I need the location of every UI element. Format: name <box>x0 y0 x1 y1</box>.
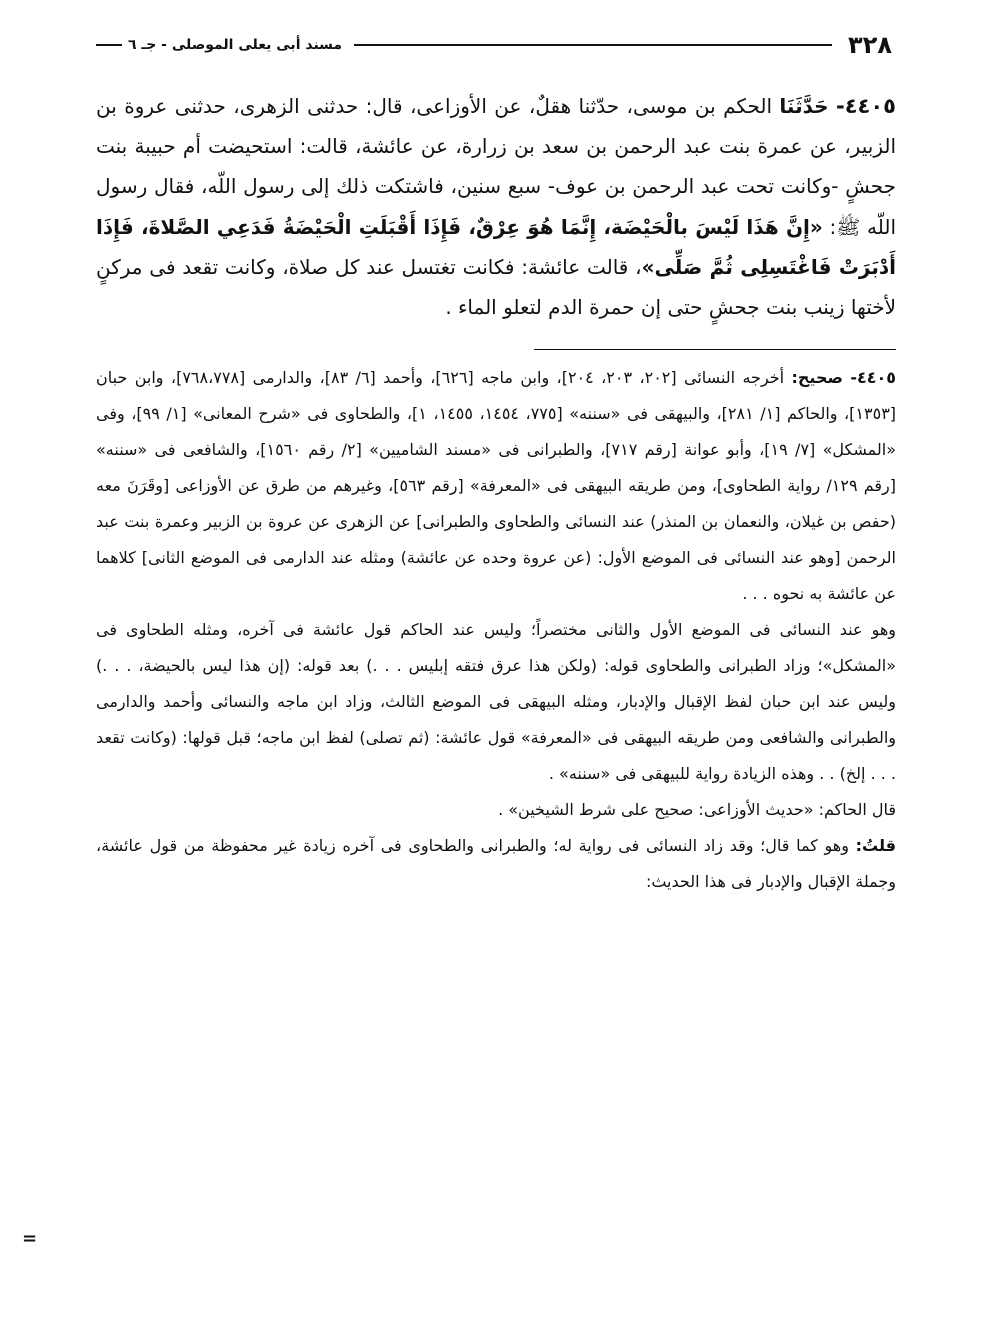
footnote-paragraph-4 <box>96 828 896 900</box>
footnotes <box>96 360 896 900</box>
continuation-mark: = <box>22 1228 38 1249</box>
header-dash <box>96 44 122 46</box>
page-number: ٣٢٨ <box>848 31 892 59</box>
qultu-label: قلتُ: <box>855 836 896 856</box>
footnote-paragraph-3: قال الحاكم: «حديث الأوزاعى: صحيح على شرط الشيخين» . <box>498 800 896 820</box>
running-header <box>96 30 896 60</box>
footnote-takhrij-text: أخرجه النسائى [٢٠٢، ٢٠٣، ٢٠٤]، وابن ماجه [٦٢٦]، وأحمد [٦/ ٨٣]، والدارمى [٧٦٨،٧٧٨]، وابن حبان [١٣٥٣]، والحاكم [١/ ٢٨١]، والبيهقى فى «سننه» [٧٧٥، ١٤٥٤، ١٤٥٥، ١]، والطحاوى فى «شرح المعانى» [١/ ٩٩]، وفى «المشكل» [٧/ ١٩]، وأبو عوانة [رقم ٧١٧]، والطبرانى فى «مسند الشاميين» [٢/ رقم ١٥٦٠]، والشافعى فى «سننه» [رقم ١٢٩/ رواية الطحاوى]، ومن طريقه البيهقى فى «المعرفة» [رقم ٥٦٣]، وغيرهم من طرق عن الأوزاعى [وقَرَنَ معه (حفص بن غيلان، والنعمان بن المنذر) عند النسائى والطحاوى والطبرانى] عن الزهرى عن عروة بن الزبير وعمرة بنت عبد الرحمن [وهو عند النسائى فى الموضع الأول: (عن عروة وحده عن عائشة) ومثله عند الدارمى فى الموضع الثانى] كلاهما عن عائشة به نحوه . . . <box>96 368 897 604</box>
footnote-paragraph-2: وهو عند النسائى فى الموضع الأول والثانى مختصراً؛ وليس عند الحاكم قول عائشة فى آخره، ومثله الطحاوى فى «المشكل»؛ وزاد الطبرانى والطحاوى قوله: (ولكن هذا عرق فتقه إبليس . . .) بعد قوله: (إن هذا ليس بالحيضة، . . .) وليس عند ابن حبان لفظ الإقبال والإدبار، ومثله البيهقى فى الموضع الثالث، وزاد ابن ماجه والنسائى وأحمد والدارمى والطبرانى والشافعى ومن طريقه البيهقى فى «المعرفة» قول عائشة: (ثم تصلى) لفظ ابن ماجه؛ قبل قولها: (وكانت تقعد . . . إلخ) . . وهذه الزيادة رواية للبيهقى فى «سننه» . <box>96 620 896 784</box>
prophetic-speech: «إِنَّ هَذَا لَيْسَ بالْحَيْضَة، إِنَّمَا هُوَ عِرْقٌ، فَإِذَا أَقْبَلَتِ الْحَيْضَةُ فَدَعِي الصَّلاةَ، فَإِذَا أَدْبَرَتْ فَاغْتَسِلِى ثُمَّ صَلِّى» <box>96 214 896 279</box>
footnote-paragraph-1 <box>96 360 896 612</box>
footnote-number: ٤٤٠٥- <box>850 368 897 388</box>
hadith-chain-text: الحكم بن موسى، حدّثنا هقلٌ، عن الأوزاعى، قال: حدثنى الزهرى، حدثنى عروة بن الزبير، عن عمرة بنت عبد الرحمن بن سعد بن زرارة، عن عائشة، قالت: استحيضت أم حبيبة بنت جحشٍ -وكانت تحت عبد الرحمن بن عوف- سبع سنين، فاشتكت ذلك إلى رسول اللّه، فقال رسول اللّه ﷺ: <box>96 94 897 239</box>
footnote-note-text: وهو كما قال؛ وقد زاد النسائى فى رواية له؛ والطبرانى والطحاوى فى آخره زيادة غير محفوظة من قول عائشة، وجملة الإقبال والإدبار فى هذا الحديث: <box>96 836 896 892</box>
narration-head: حَدَّثَنَا <box>779 94 829 118</box>
header-rule <box>354 44 832 46</box>
hadith-text <box>96 86 896 327</box>
page <box>96 30 896 1320</box>
footnote-separator <box>534 349 896 350</box>
footnote-grade: صحيح: <box>791 368 843 388</box>
hadith-closing-text: ، قالت عائشة: فكانت تغتسل عند كل صلاة، وكانت تقعد فى مركنٍ لأختها زينب بنت جحشٍ حتى إن حمرة الدم لتعلو الماء . <box>96 254 896 320</box>
hadith-number: ٤٤٠٥- <box>836 94 896 118</box>
book-title: مسند أبى يعلى الموصلى - جـ ٦ <box>128 37 343 53</box>
hadith-paragraph <box>96 86 896 327</box>
